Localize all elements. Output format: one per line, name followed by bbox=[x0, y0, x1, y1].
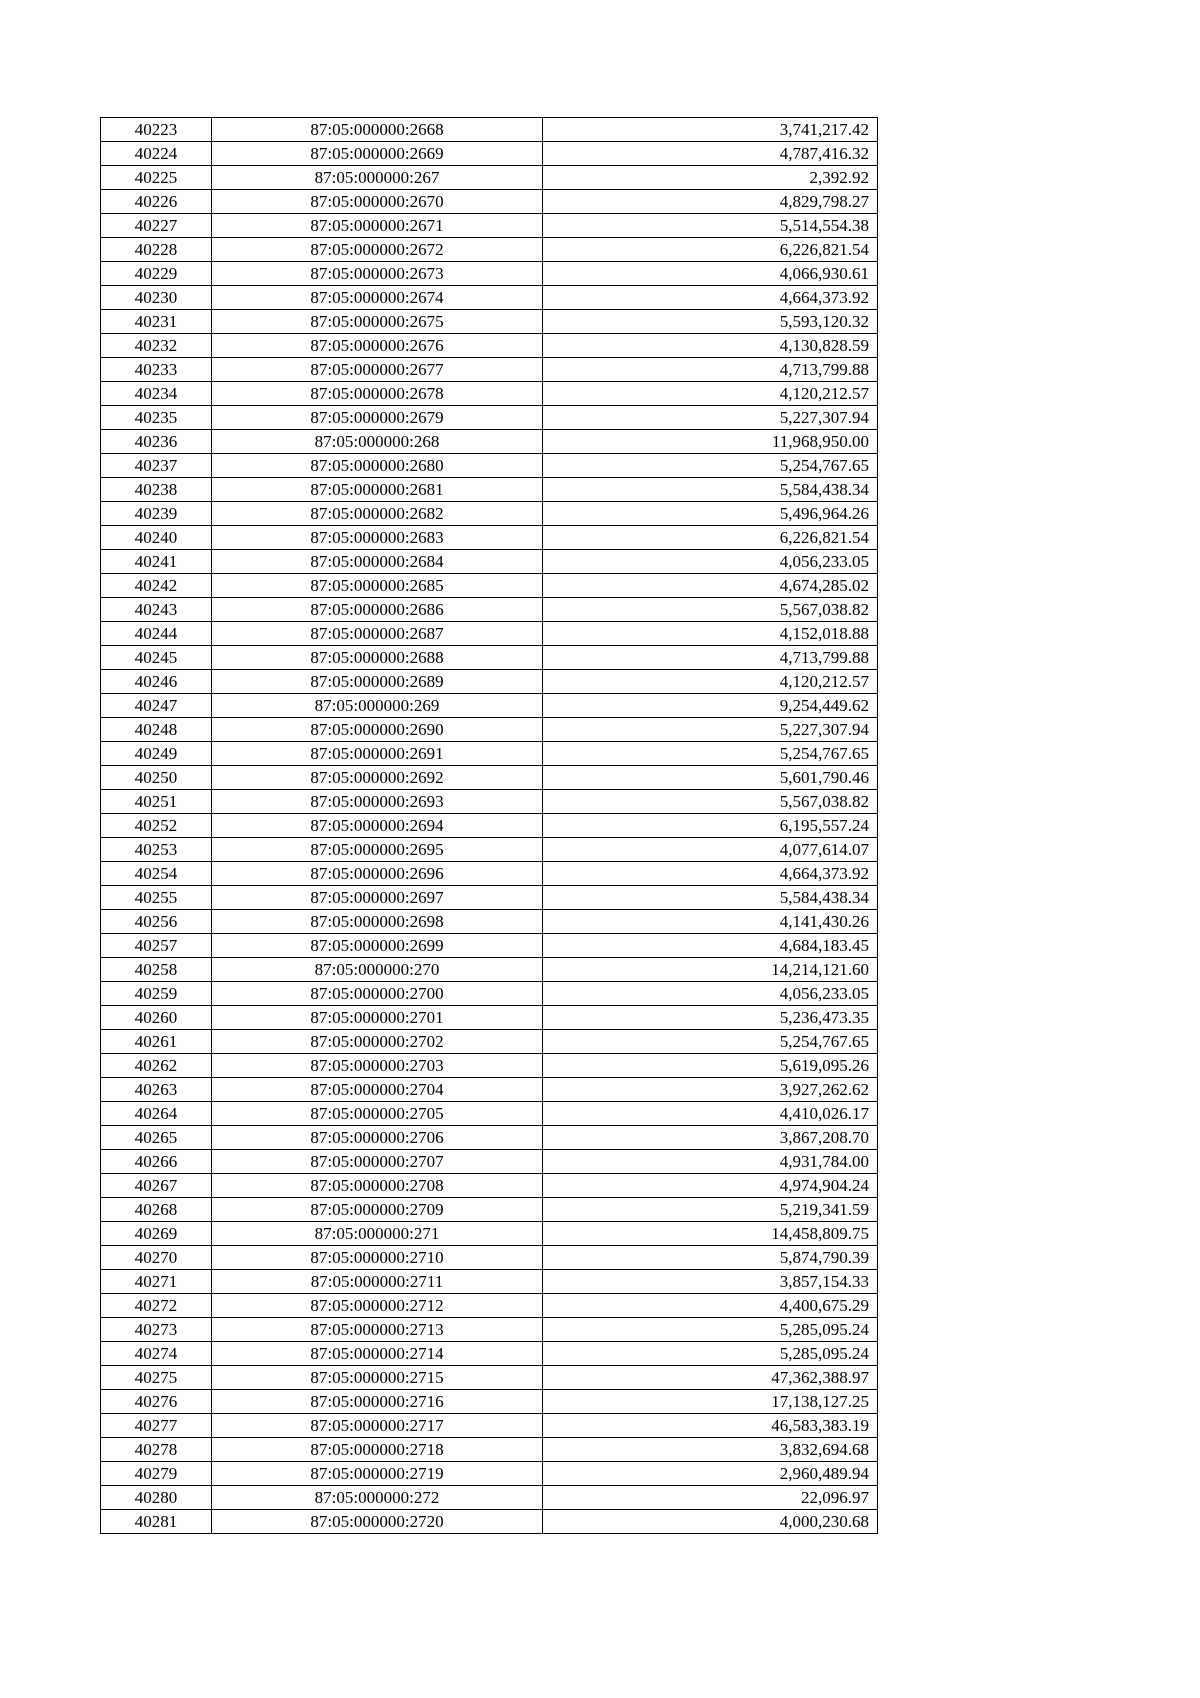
table-row bbox=[101, 766, 878, 790]
row-number-cell: 40238 bbox=[101, 478, 212, 502]
value-cell: 47,362,388.97 bbox=[543, 1366, 878, 1390]
value-cell: 5,874,790.39 bbox=[543, 1246, 878, 1270]
table-row bbox=[101, 1510, 878, 1534]
cadastral-number-cell: 87:05:000000:267 bbox=[212, 166, 543, 190]
value-cell: 5,227,307.94 bbox=[543, 718, 878, 742]
cadastral-number-cell: 87:05:000000:2670 bbox=[212, 190, 543, 214]
row-number-cell: 40277 bbox=[101, 1414, 212, 1438]
table-row bbox=[101, 1150, 878, 1174]
value-cell: 5,219,341.59 bbox=[543, 1198, 878, 1222]
cadastral-number-cell: 87:05:000000:2671 bbox=[212, 214, 543, 238]
cadastral-number-cell: 87:05:000000:2680 bbox=[212, 454, 543, 478]
cadastral-number-cell: 87:05:000000:270 bbox=[212, 958, 543, 982]
row-number-cell: 40243 bbox=[101, 598, 212, 622]
value-cell: 5,601,790.46 bbox=[543, 766, 878, 790]
table-row bbox=[101, 1270, 878, 1294]
value-cell: 4,141,430.26 bbox=[543, 910, 878, 934]
row-number-cell: 40230 bbox=[101, 286, 212, 310]
value-cell: 14,458,809.75 bbox=[543, 1222, 878, 1246]
value-cell: 5,285,095.24 bbox=[543, 1342, 878, 1366]
table-row bbox=[101, 142, 878, 166]
value-cell: 4,077,614.07 bbox=[543, 838, 878, 862]
table-row bbox=[101, 790, 878, 814]
cadastral-number-cell: 87:05:000000:2676 bbox=[212, 334, 543, 358]
cadastral-number-cell: 87:05:000000:2700 bbox=[212, 982, 543, 1006]
value-cell: 4,056,233.05 bbox=[543, 982, 878, 1006]
cadastral-number-cell: 87:05:000000:2698 bbox=[212, 910, 543, 934]
table-row bbox=[101, 670, 878, 694]
table-row bbox=[101, 1246, 878, 1270]
row-number-cell: 40264 bbox=[101, 1102, 212, 1126]
table-row bbox=[101, 1366, 878, 1390]
cadastral-number-cell: 87:05:000000:2693 bbox=[212, 790, 543, 814]
cadastral-number-cell: 87:05:000000:2678 bbox=[212, 382, 543, 406]
cadastral-number-cell: 87:05:000000:2669 bbox=[212, 142, 543, 166]
cadastral-number-cell: 87:05:000000:2674 bbox=[212, 286, 543, 310]
value-cell: 4,000,230.68 bbox=[543, 1510, 878, 1534]
row-number-cell: 40267 bbox=[101, 1174, 212, 1198]
value-cell: 4,674,285.02 bbox=[543, 574, 878, 598]
cadastral-number-cell: 87:05:000000:2714 bbox=[212, 1342, 543, 1366]
cadastral-number-cell: 87:05:000000:2701 bbox=[212, 1006, 543, 1030]
table-row bbox=[101, 742, 878, 766]
cadastral-number-cell: 87:05:000000:271 bbox=[212, 1222, 543, 1246]
table-row bbox=[101, 886, 878, 910]
value-cell: 5,619,095.26 bbox=[543, 1054, 878, 1078]
value-cell: 5,514,554.38 bbox=[543, 214, 878, 238]
cadastral-number-cell: 87:05:000000:2707 bbox=[212, 1150, 543, 1174]
table-row bbox=[101, 118, 878, 142]
value-cell: 3,867,208.70 bbox=[543, 1126, 878, 1150]
row-number-cell: 40236 bbox=[101, 430, 212, 454]
row-number-cell: 40245 bbox=[101, 646, 212, 670]
value-cell: 4,713,799.88 bbox=[543, 358, 878, 382]
row-number-cell: 40256 bbox=[101, 910, 212, 934]
cadastral-number-cell: 87:05:000000:2681 bbox=[212, 478, 543, 502]
cadastral-number-cell: 87:05:000000:2684 bbox=[212, 550, 543, 574]
row-number-cell: 40232 bbox=[101, 334, 212, 358]
table-row bbox=[101, 526, 878, 550]
table-row bbox=[101, 166, 878, 190]
value-cell: 6,195,557.24 bbox=[543, 814, 878, 838]
table-row bbox=[101, 838, 878, 862]
table-row bbox=[101, 910, 878, 934]
cadastral-number-cell: 87:05:000000:2699 bbox=[212, 934, 543, 958]
row-number-cell: 40281 bbox=[101, 1510, 212, 1534]
row-number-cell: 40248 bbox=[101, 718, 212, 742]
cadastral-number-cell: 87:05:000000:2711 bbox=[212, 1270, 543, 1294]
table-row bbox=[101, 1174, 878, 1198]
row-number-cell: 40265 bbox=[101, 1126, 212, 1150]
table-row bbox=[101, 1198, 878, 1222]
row-number-cell: 40255 bbox=[101, 886, 212, 910]
cadastral-number-cell: 87:05:000000:2687 bbox=[212, 622, 543, 646]
table-row bbox=[101, 1486, 878, 1510]
cadastral-value-table bbox=[100, 117, 878, 1534]
cadastral-number-cell: 87:05:000000:2672 bbox=[212, 238, 543, 262]
value-cell: 46,583,383.19 bbox=[543, 1414, 878, 1438]
row-number-cell: 40272 bbox=[101, 1294, 212, 1318]
cadastral-number-cell: 87:05:000000:2715 bbox=[212, 1366, 543, 1390]
value-cell: 2,392.92 bbox=[543, 166, 878, 190]
row-number-cell: 40237 bbox=[101, 454, 212, 478]
table-row bbox=[101, 310, 878, 334]
value-cell: 5,254,767.65 bbox=[543, 742, 878, 766]
table-row bbox=[101, 958, 878, 982]
value-cell: 5,254,767.65 bbox=[543, 454, 878, 478]
cadastral-number-cell: 87:05:000000:2704 bbox=[212, 1078, 543, 1102]
value-cell: 5,285,095.24 bbox=[543, 1318, 878, 1342]
value-cell: 4,829,798.27 bbox=[543, 190, 878, 214]
row-number-cell: 40263 bbox=[101, 1078, 212, 1102]
value-cell: 5,254,767.65 bbox=[543, 1030, 878, 1054]
row-number-cell: 40240 bbox=[101, 526, 212, 550]
cadastral-number-cell: 87:05:000000:2716 bbox=[212, 1390, 543, 1414]
table-row bbox=[101, 694, 878, 718]
table-row bbox=[101, 214, 878, 238]
table-row bbox=[101, 454, 878, 478]
value-cell: 6,226,821.54 bbox=[543, 238, 878, 262]
table-row bbox=[101, 286, 878, 310]
cadastral-number-cell: 87:05:000000:2675 bbox=[212, 310, 543, 334]
row-number-cell: 40252 bbox=[101, 814, 212, 838]
cadastral-number-cell: 87:05:000000:2686 bbox=[212, 598, 543, 622]
row-number-cell: 40226 bbox=[101, 190, 212, 214]
row-number-cell: 40246 bbox=[101, 670, 212, 694]
value-cell: 3,927,262.62 bbox=[543, 1078, 878, 1102]
table-row bbox=[101, 1342, 878, 1366]
cadastral-number-cell: 87:05:000000:2705 bbox=[212, 1102, 543, 1126]
cadastral-number-cell: 87:05:000000:2710 bbox=[212, 1246, 543, 1270]
value-cell: 4,410,026.17 bbox=[543, 1102, 878, 1126]
table-row bbox=[101, 814, 878, 838]
cadastral-number-cell: 87:05:000000:2679 bbox=[212, 406, 543, 430]
row-number-cell: 40279 bbox=[101, 1462, 212, 1486]
table-row bbox=[101, 406, 878, 430]
row-number-cell: 40257 bbox=[101, 934, 212, 958]
cadastral-number-cell: 87:05:000000:2683 bbox=[212, 526, 543, 550]
value-cell: 5,227,307.94 bbox=[543, 406, 878, 430]
cadastral-number-cell: 87:05:000000:2688 bbox=[212, 646, 543, 670]
cadastral-number-cell: 87:05:000000:268 bbox=[212, 430, 543, 454]
value-cell: 17,138,127.25 bbox=[543, 1390, 878, 1414]
value-cell: 4,974,904.24 bbox=[543, 1174, 878, 1198]
cadastral-number-cell: 87:05:000000:2692 bbox=[212, 766, 543, 790]
value-cell: 5,593,120.32 bbox=[543, 310, 878, 334]
row-number-cell: 40253 bbox=[101, 838, 212, 862]
value-cell: 5,567,038.82 bbox=[543, 598, 878, 622]
table-row bbox=[101, 1006, 878, 1030]
table-row bbox=[101, 1390, 878, 1414]
value-cell: 22,096.97 bbox=[543, 1486, 878, 1510]
row-number-cell: 40239 bbox=[101, 502, 212, 526]
table-row bbox=[101, 1078, 878, 1102]
row-number-cell: 40254 bbox=[101, 862, 212, 886]
value-cell: 5,496,964.26 bbox=[543, 502, 878, 526]
table-row bbox=[101, 1438, 878, 1462]
table-row bbox=[101, 1102, 878, 1126]
value-cell: 5,236,473.35 bbox=[543, 1006, 878, 1030]
cadastral-number-cell: 87:05:000000:2720 bbox=[212, 1510, 543, 1534]
row-number-cell: 40259 bbox=[101, 982, 212, 1006]
cadastral-number-cell: 87:05:000000:2677 bbox=[212, 358, 543, 382]
value-cell: 3,741,217.42 bbox=[543, 118, 878, 142]
value-cell: 4,931,784.00 bbox=[543, 1150, 878, 1174]
cadastral-number-cell: 87:05:000000:2689 bbox=[212, 670, 543, 694]
value-cell: 4,787,416.32 bbox=[543, 142, 878, 166]
row-number-cell: 40268 bbox=[101, 1198, 212, 1222]
cadastral-number-cell: 87:05:000000:2709 bbox=[212, 1198, 543, 1222]
row-number-cell: 40270 bbox=[101, 1246, 212, 1270]
row-number-cell: 40247 bbox=[101, 694, 212, 718]
table-row bbox=[101, 262, 878, 286]
row-number-cell: 40250 bbox=[101, 766, 212, 790]
cadastral-number-cell: 87:05:000000:2668 bbox=[212, 118, 543, 142]
table-row bbox=[101, 1030, 878, 1054]
cadastral-number-cell: 87:05:000000:2717 bbox=[212, 1414, 543, 1438]
row-number-cell: 40241 bbox=[101, 550, 212, 574]
table-body bbox=[101, 118, 878, 1534]
row-number-cell: 40228 bbox=[101, 238, 212, 262]
row-number-cell: 40235 bbox=[101, 406, 212, 430]
row-number-cell: 40251 bbox=[101, 790, 212, 814]
value-cell: 14,214,121.60 bbox=[543, 958, 878, 982]
table-row bbox=[101, 1222, 878, 1246]
cadastral-number-cell: 87:05:000000:2690 bbox=[212, 718, 543, 742]
table-row bbox=[101, 1414, 878, 1438]
row-number-cell: 40280 bbox=[101, 1486, 212, 1510]
cadastral-number-cell: 87:05:000000:2694 bbox=[212, 814, 543, 838]
value-cell: 11,968,950.00 bbox=[543, 430, 878, 454]
value-cell: 4,684,183.45 bbox=[543, 934, 878, 958]
value-cell: 5,584,438.34 bbox=[543, 886, 878, 910]
row-number-cell: 40273 bbox=[101, 1318, 212, 1342]
row-number-cell: 40231 bbox=[101, 310, 212, 334]
row-number-cell: 40262 bbox=[101, 1054, 212, 1078]
cadastral-number-cell: 87:05:000000:272 bbox=[212, 1486, 543, 1510]
value-cell: 4,120,212.57 bbox=[543, 382, 878, 406]
row-number-cell: 40266 bbox=[101, 1150, 212, 1174]
value-cell: 2,960,489.94 bbox=[543, 1462, 878, 1486]
table-row bbox=[101, 358, 878, 382]
row-number-cell: 40271 bbox=[101, 1270, 212, 1294]
cadastral-number-cell: 87:05:000000:2695 bbox=[212, 838, 543, 862]
value-cell: 4,400,675.29 bbox=[543, 1294, 878, 1318]
table-row bbox=[101, 646, 878, 670]
row-number-cell: 40278 bbox=[101, 1438, 212, 1462]
table-row bbox=[101, 550, 878, 574]
table-row bbox=[101, 190, 878, 214]
cadastral-number-cell: 87:05:000000:2697 bbox=[212, 886, 543, 910]
cadastral-number-cell: 87:05:000000:2696 bbox=[212, 862, 543, 886]
cadastral-number-cell: 87:05:000000:2703 bbox=[212, 1054, 543, 1078]
value-cell: 4,120,212.57 bbox=[543, 670, 878, 694]
table-row bbox=[101, 622, 878, 646]
cadastral-number-cell: 87:05:000000:2685 bbox=[212, 574, 543, 598]
table-row bbox=[101, 1126, 878, 1150]
value-cell: 4,066,930.61 bbox=[543, 262, 878, 286]
row-number-cell: 40269 bbox=[101, 1222, 212, 1246]
value-cell: 4,130,828.59 bbox=[543, 334, 878, 358]
table-row bbox=[101, 478, 878, 502]
row-number-cell: 40276 bbox=[101, 1390, 212, 1414]
table-row bbox=[101, 1462, 878, 1486]
row-number-cell: 40244 bbox=[101, 622, 212, 646]
cadastral-number-cell: 87:05:000000:2719 bbox=[212, 1462, 543, 1486]
value-cell: 3,857,154.33 bbox=[543, 1270, 878, 1294]
row-number-cell: 40229 bbox=[101, 262, 212, 286]
table-row bbox=[101, 718, 878, 742]
cadastral-number-cell: 87:05:000000:2712 bbox=[212, 1294, 543, 1318]
table-row bbox=[101, 334, 878, 358]
value-cell: 4,664,373.92 bbox=[543, 286, 878, 310]
row-number-cell: 40275 bbox=[101, 1366, 212, 1390]
table-row bbox=[101, 574, 878, 598]
table-row bbox=[101, 598, 878, 622]
table-row bbox=[101, 982, 878, 1006]
row-number-cell: 40242 bbox=[101, 574, 212, 598]
cadastral-number-cell: 87:05:000000:2708 bbox=[212, 1174, 543, 1198]
value-cell: 5,567,038.82 bbox=[543, 790, 878, 814]
cadastral-number-cell: 87:05:000000:2713 bbox=[212, 1318, 543, 1342]
table-row bbox=[101, 382, 878, 406]
value-cell: 3,832,694.68 bbox=[543, 1438, 878, 1462]
value-cell: 4,713,799.88 bbox=[543, 646, 878, 670]
table-row bbox=[101, 430, 878, 454]
cadastral-number-cell: 87:05:000000:269 bbox=[212, 694, 543, 718]
table-row bbox=[101, 1294, 878, 1318]
value-cell: 6,226,821.54 bbox=[543, 526, 878, 550]
value-cell: 4,152,018.88 bbox=[543, 622, 878, 646]
cadastral-number-cell: 87:05:000000:2706 bbox=[212, 1126, 543, 1150]
table-row bbox=[101, 1054, 878, 1078]
table-row bbox=[101, 238, 878, 262]
row-number-cell: 40225 bbox=[101, 166, 212, 190]
row-number-cell: 40234 bbox=[101, 382, 212, 406]
value-cell: 4,664,373.92 bbox=[543, 862, 878, 886]
cadastral-number-cell: 87:05:000000:2718 bbox=[212, 1438, 543, 1462]
cadastral-number-cell: 87:05:000000:2673 bbox=[212, 262, 543, 286]
value-cell: 9,254,449.62 bbox=[543, 694, 878, 718]
row-number-cell: 40258 bbox=[101, 958, 212, 982]
cadastral-number-cell: 87:05:000000:2702 bbox=[212, 1030, 543, 1054]
row-number-cell: 40249 bbox=[101, 742, 212, 766]
row-number-cell: 40261 bbox=[101, 1030, 212, 1054]
row-number-cell: 40274 bbox=[101, 1342, 212, 1366]
row-number-cell: 40227 bbox=[101, 214, 212, 238]
table-row bbox=[101, 1318, 878, 1342]
row-number-cell: 40233 bbox=[101, 358, 212, 382]
cadastral-number-cell: 87:05:000000:2682 bbox=[212, 502, 543, 526]
value-cell: 4,056,233.05 bbox=[543, 550, 878, 574]
table-row bbox=[101, 934, 878, 958]
cadastral-number-cell: 87:05:000000:2691 bbox=[212, 742, 543, 766]
table-row bbox=[101, 502, 878, 526]
row-number-cell: 40223 bbox=[101, 118, 212, 142]
value-cell: 5,584,438.34 bbox=[543, 478, 878, 502]
row-number-cell: 40260 bbox=[101, 1006, 212, 1030]
table-row bbox=[101, 862, 878, 886]
row-number-cell: 40224 bbox=[101, 142, 212, 166]
